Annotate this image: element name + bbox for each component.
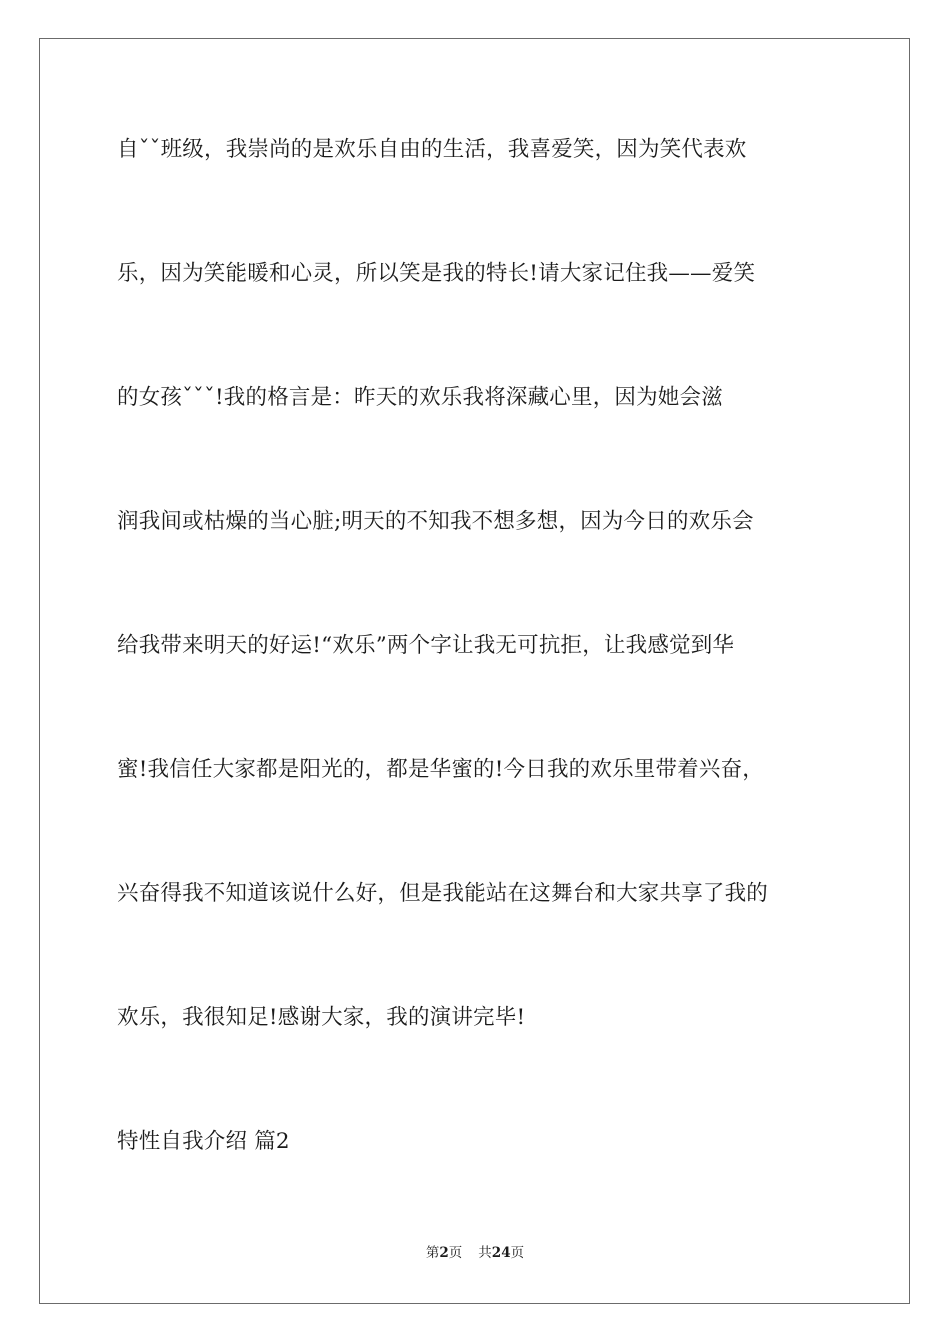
body-line-1: 自ˇˇ班级，我崇尚的是欢乐自由的生活，我喜爱笑，因为笑代表欢 (117, 137, 747, 162)
body-line-4: 润我间或枯燥的当心脏;明天的不知我不想多想，因为今日的欢乐会 (117, 509, 754, 534)
page-suffix: 页 (448, 1245, 463, 1261)
body-line-6: 蜜!我信任大家都是阳光的，都是华蜜的!今日我的欢乐里带着兴奋， (117, 757, 764, 782)
total-suffix: 页 (510, 1245, 525, 1261)
total-pages: 24 (491, 1245, 511, 1261)
total-prefix: 共 (478, 1245, 492, 1261)
body-line-3: 的女孩ˇˇˇ!我的格言是：昨天的欢乐我将深藏心里，因为她会滋 (117, 385, 723, 410)
page-border (39, 38, 910, 1304)
page-number: 2 (439, 1245, 449, 1261)
body-line-5: 给我带来明天的好运!“欢乐”两个字让我无可抗拒，让我感觉到华 (117, 633, 735, 658)
body-line-7: 兴奋得我不知道该说什么好，但是我能站在这舞台和大家共享了我的 (117, 881, 769, 906)
page-prefix: 第 (425, 1245, 440, 1261)
body-line-2: 乐，因为笑能暖和心灵，所以笑是我的特长!请大家记住我——爱笑 (117, 261, 756, 286)
page-footer (0, 1243, 950, 1263)
section-heading: 特性自我介绍 篇2 (117, 1129, 290, 1154)
body-line-8: 欢乐，我很知足!感谢大家，我的演讲完毕! (117, 1005, 526, 1030)
